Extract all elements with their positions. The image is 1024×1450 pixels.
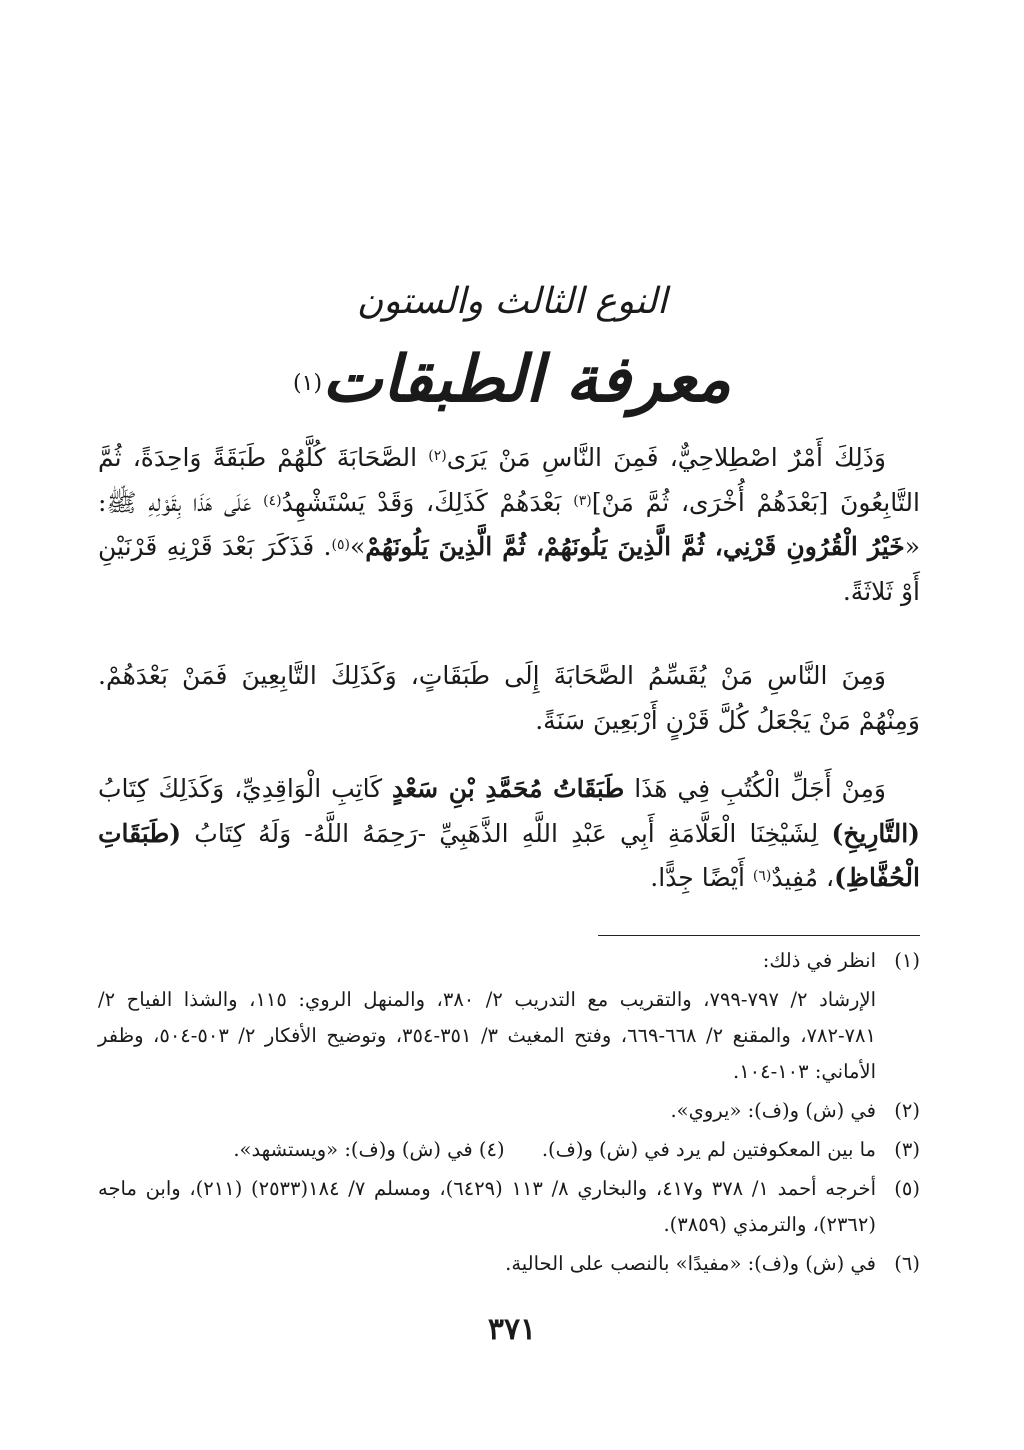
text-run: . فَذَكَرَ بَعْدَ قَرْنِهِ قَرْنَيْنِ أَوْ ثَلاثَةً.	[98, 532, 920, 606]
footnote-number: (٦)	[894, 1252, 920, 1275]
footnotes	[98, 943, 920, 1285]
footnote-number: (٢)	[894, 1099, 920, 1122]
paragraph-1	[98, 436, 920, 614]
text-run: ، مُفِيدٌ	[771, 863, 835, 892]
footnote-ref: (٦)	[752, 868, 772, 884]
text-run: وَذَلِكَ أَمْرٌ اصْطِلاحِيٌّ، فَمِنَ النَّاسِ مَنْ يَرَى	[446, 443, 886, 472]
footnote-number	[876, 982, 920, 1090]
footnote	[98, 1093, 920, 1129]
footnote-text: انظر في ذلك:	[762, 949, 876, 972]
text-run: وَمِنْ أَجَلِّ الْكُتُبِ فِي هَذَا	[624, 774, 886, 803]
footnote-ref: (٣)	[573, 492, 592, 509]
book-title: (طَبَقَاتِ الْحُفَّاظِ)	[98, 818, 920, 892]
footnote-text: في (ش) و(ف): «مفيدًا» بالنصب على الحالية.	[505, 1252, 876, 1275]
page-number: ٣٧١	[487, 1312, 537, 1347]
footnote	[98, 982, 920, 1090]
footnote-number: (٣)	[894, 1138, 920, 1161]
paragraph-2	[98, 654, 920, 743]
text-run: بَعْدَهُمْ كَذَلِكَ، وَقَدْ يَسْتَشْهِدُ	[281, 487, 574, 517]
footnote-ref: (٢)	[428, 448, 447, 464]
footnote-ref: (٥)	[331, 537, 350, 553]
footnote-number: (٥)	[894, 1177, 920, 1200]
footnote-separator	[598, 935, 920, 936]
footnote	[98, 943, 920, 979]
footnote-number: (١)	[894, 949, 920, 972]
footnote	[98, 1246, 920, 1282]
text-run: كَاتِبِ الْوَاقِدِيِّ، وَكَذَلِكَ كِتَابُ	[98, 774, 392, 803]
text-run: وَمِنَ النَّاسِ مَنْ يُقَسِّمُ الصَّحَابَةَ إِلَى طَبَقَاتٍ، وَكَذَلِكَ التَّابِعِينَ فَمَنْ بَعْدَهُمْ. وَمِنْهُمْ مَنْ يَجْعَلُ كُلَّ قَرْنٍ أَرْبَعِينَ سَنَةً.	[98, 661, 920, 735]
footnote-ref: (١)	[293, 371, 323, 396]
text-run: الصَّحَابَةَ كُلَّهُمْ طَبَقَةً وَاحِدَةً، ثُمَّ التَّابِعُونَ [بَعْدَهُمْ أُخْرَى، ثُمَّ مَنْ]	[98, 443, 920, 517]
chapter-title	[0, 335, 1024, 425]
footnote-text: أخرجه أحمد ١/ ٣٧٨ و٤١٧، والبخاري ٨/ ١١٣ (٦٤٢٩)، ومسلم ٧/ ١٨٤(٢٥٣٣) (٢١١)، وابن ماجه (٢٣٦٢)، والترمذي (٣٨٥٩).	[98, 1177, 876, 1236]
book-title: (التَّارِيخِ)	[831, 818, 920, 848]
text-run: لِشَيْخِنَا الْعَلَّامَةِ أَبِي عَبْدِ اللَّهِ الذَّهَبِيِّ -رَحِمَهُ اللَّهُ- وَلَهُ كِتَابُ	[181, 818, 832, 848]
footnote	[98, 1132, 920, 1168]
footnote-text: في (ش) و(ف): «يروي».	[670, 1099, 876, 1122]
footnote-text: الإرشاد ٢/ ٧٩٧-٧٩٩، والتقريب مع التدريب ٢/ ٣٨٠، والمنهل الروي: ١١٥، والشذا الفياح ٢/ ٧٨١-٧٨٢، والمقنع ٢/ ٦٦٨-٦٦٩، وفتح المغيث ٣/ ٣٥١-٣٥٤، وتوضيح الأفكار ٢/ ٥٠٣-٥٠٤، وظفر الأماني: ١٠٣-١٠٤.	[98, 988, 876, 1083]
paragraph-3	[98, 767, 920, 901]
hadith-text: خَيْرُ الْقُرُونِ قَرْنِي، ثُمَّ الَّذِينَ يَلُونَهُمْ، ثُمَّ الَّذِينَ يَلُونَهُمْ	[365, 532, 905, 561]
chapter-title-text: معرفة الطبقات	[322, 342, 731, 417]
footnote	[98, 1171, 920, 1243]
book-title: طَبَقَاتُ مُحَمَّدِ بْنِ سَعْدٍ	[392, 774, 625, 803]
text-run: أَيْضًا جِدًّا.	[650, 863, 753, 892]
text-run: عَلَى هَذَا بِقَوْلِهِ ﷺ: «	[98, 487, 920, 561]
text-run: »	[349, 532, 366, 561]
chapter-subtitle: النوع الثالث والستون	[356, 281, 668, 322]
footnote-text: ما بين المعكوفتين لم يرد في (ش) و(ف). (٤) في (ش) و(ف): «ويستشهد».	[233, 1138, 876, 1161]
footnote-ref: (٤)	[263, 492, 282, 509]
